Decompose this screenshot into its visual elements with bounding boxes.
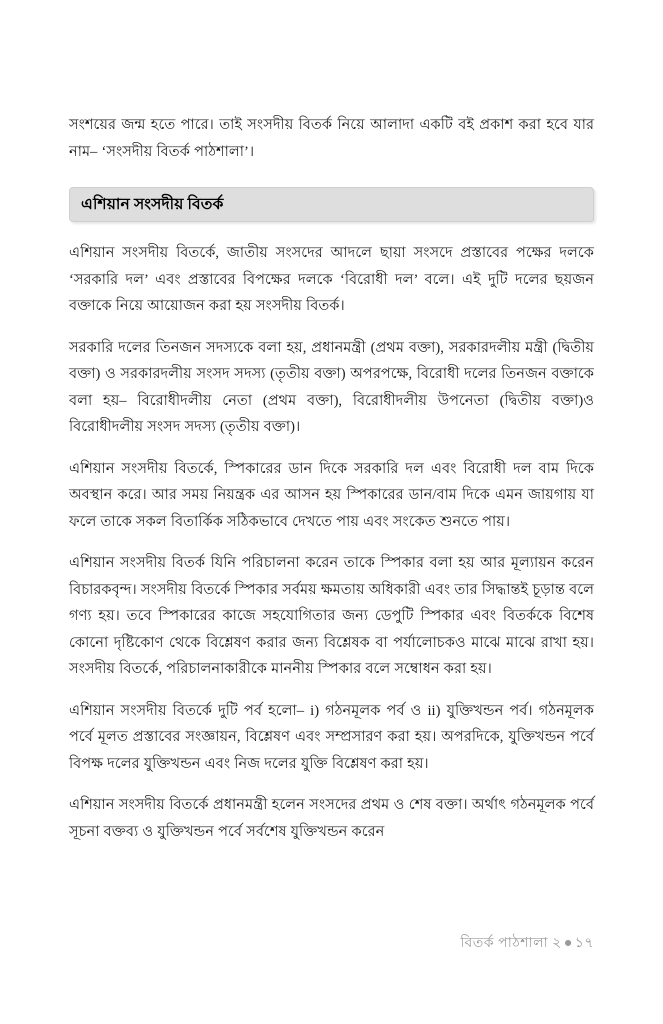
paragraph-body: এশিয়ান সংসদীয় বিতর্কে দুটি পর্ব হলো– i) গঠনমূলক পর্ব ও ii) যুক্তিখন্ডন পর্ব। গঠনমূলক পর্বে মূলত প্রস্তাবের সংজ্ঞায়ন, বিশ্লেষণ এবং সম্প্রসারণ করা হয়। অপরদিকে, যুক্তিখন্ডন পর্বে বিপক্ষ দলের যুক্তিখন্ডন এবং নিজ দলের যুক্তি বিশ্লেষণ করা হয়। (69, 702, 594, 772)
page-content (69, 112, 594, 845)
paragraph-body: সরকারি দলের তিনজন সদস্যকে বলা হয়, প্রধানমন্ত্রী (প্রথম বক্তা), সরকারদলীয় মন্ত্রী (দ্বিতীয় বক্তা) ও সরকারদলীয় সংসদ সদস্য (তৃতীয় বক্তা) অপরপক্ষে, বিরোধী দলের তিনজন বক্তাকে বলা হয়– বিরোধীদলীয় নেতা (প্রথম বক্তা), বিরোধীদলীয় উপনেতা (দ্বিতীয় বক্তা)ও বিরোধীদলীয় সংসদ সদস্য (তৃতীয় বক্তা)। (69, 339, 594, 435)
section-heading-label: এশিয়ান সংসদীয় বিতর্ক (81, 195, 224, 213)
paragraph-body: এশিয়ান সংসদীয় বিতর্কে প্রধানমন্ত্রী হলেন সংসদের প্রথম ও শেষ বক্তা। অর্থাৎ গঠনমূলক পর্বে সূচনা বক্তব্য ও যুক্তিখন্ডন পর্বে সর্বশেষ যুক্তিখন্ডন করেন (69, 797, 594, 840)
page-footer (69, 932, 594, 956)
paragraph-body: এশিয়ান সংসদীয় বিতর্কে, স্পিকারের ডান দিকে সরকারি দল এবং বিরোধী দল বাম দিকে অবস্থান করে। আর সময় নিয়ন্ত্রক এর আসন হয় স্পিকারের ডান/বাম দিকে এমন জায়গায় যা ফলে তাকে সকল বিতার্কিক সঠিকভাবে দেখতে পায় এবং সংকেত শুনতে পায়। (69, 460, 594, 530)
footer-book-title: বিতর্ক পাঠশালা ২ (460, 935, 562, 951)
paragraph-intro: সংশয়ের জন্ম হতে পারে। তাই সংসদীয় বিতর্ক নিয়ে আলাদা একটি বই প্রকাশ করা হবে যার নাম– ‘সংসদীয় বিতর্ক পাঠশালা’। (69, 117, 594, 160)
paragraph-body: এশিয়ান সংসদীয় বিতর্ক যিনি পরিচালনা করেন তাকে স্পিকার বলা হয় আর মূল্যায়ন করেন বিচারকবৃন্দ। সংসদীয় বিতর্কে স্পিকার সর্বময় ক্ষমতায় অধিকারী এবং তার সিদ্ধান্তই চূড়ান্ত বলে গণ্য হয়। তবে স্পিকারের কাজে সহযোগিতার জন্য ডেপুটি স্পিকার এবং বিতর্ককে বিশেষ কোনো দৃষ্টিকোণ থেকে বিশ্লেষণ করার জন্য বিশ্লেষক বা পর্যালোচকও মাঝে মাঝে রাখা হয়। সংসদীয় বিতর্কে, পরিচালনাকারীকে মাননীয় স্পিকার বলে সম্বোধন করা হয়। (69, 555, 594, 677)
footer-separator-dot: ● (563, 935, 573, 951)
paragraph-body: এশিয়ান সংসদীয় বিতর্কে, জাতীয় সংসদের আদলে ছায়া সংসদে প্রস্তাবের পক্ষের দলকে ‘সরকারি দল’ এবং প্রস্তাবের বিপক্ষের দলকে ‘বিরোধী দল’ বলে। এই দুটি দলের ছয়জন বক্তাকে নিয়ে আয়োজন করা হয় সংসদীয় বিতর্ক। (69, 245, 594, 314)
page-number: ১৭ (574, 935, 594, 951)
section-heading-asian-parliamentary-debate (69, 187, 594, 222)
